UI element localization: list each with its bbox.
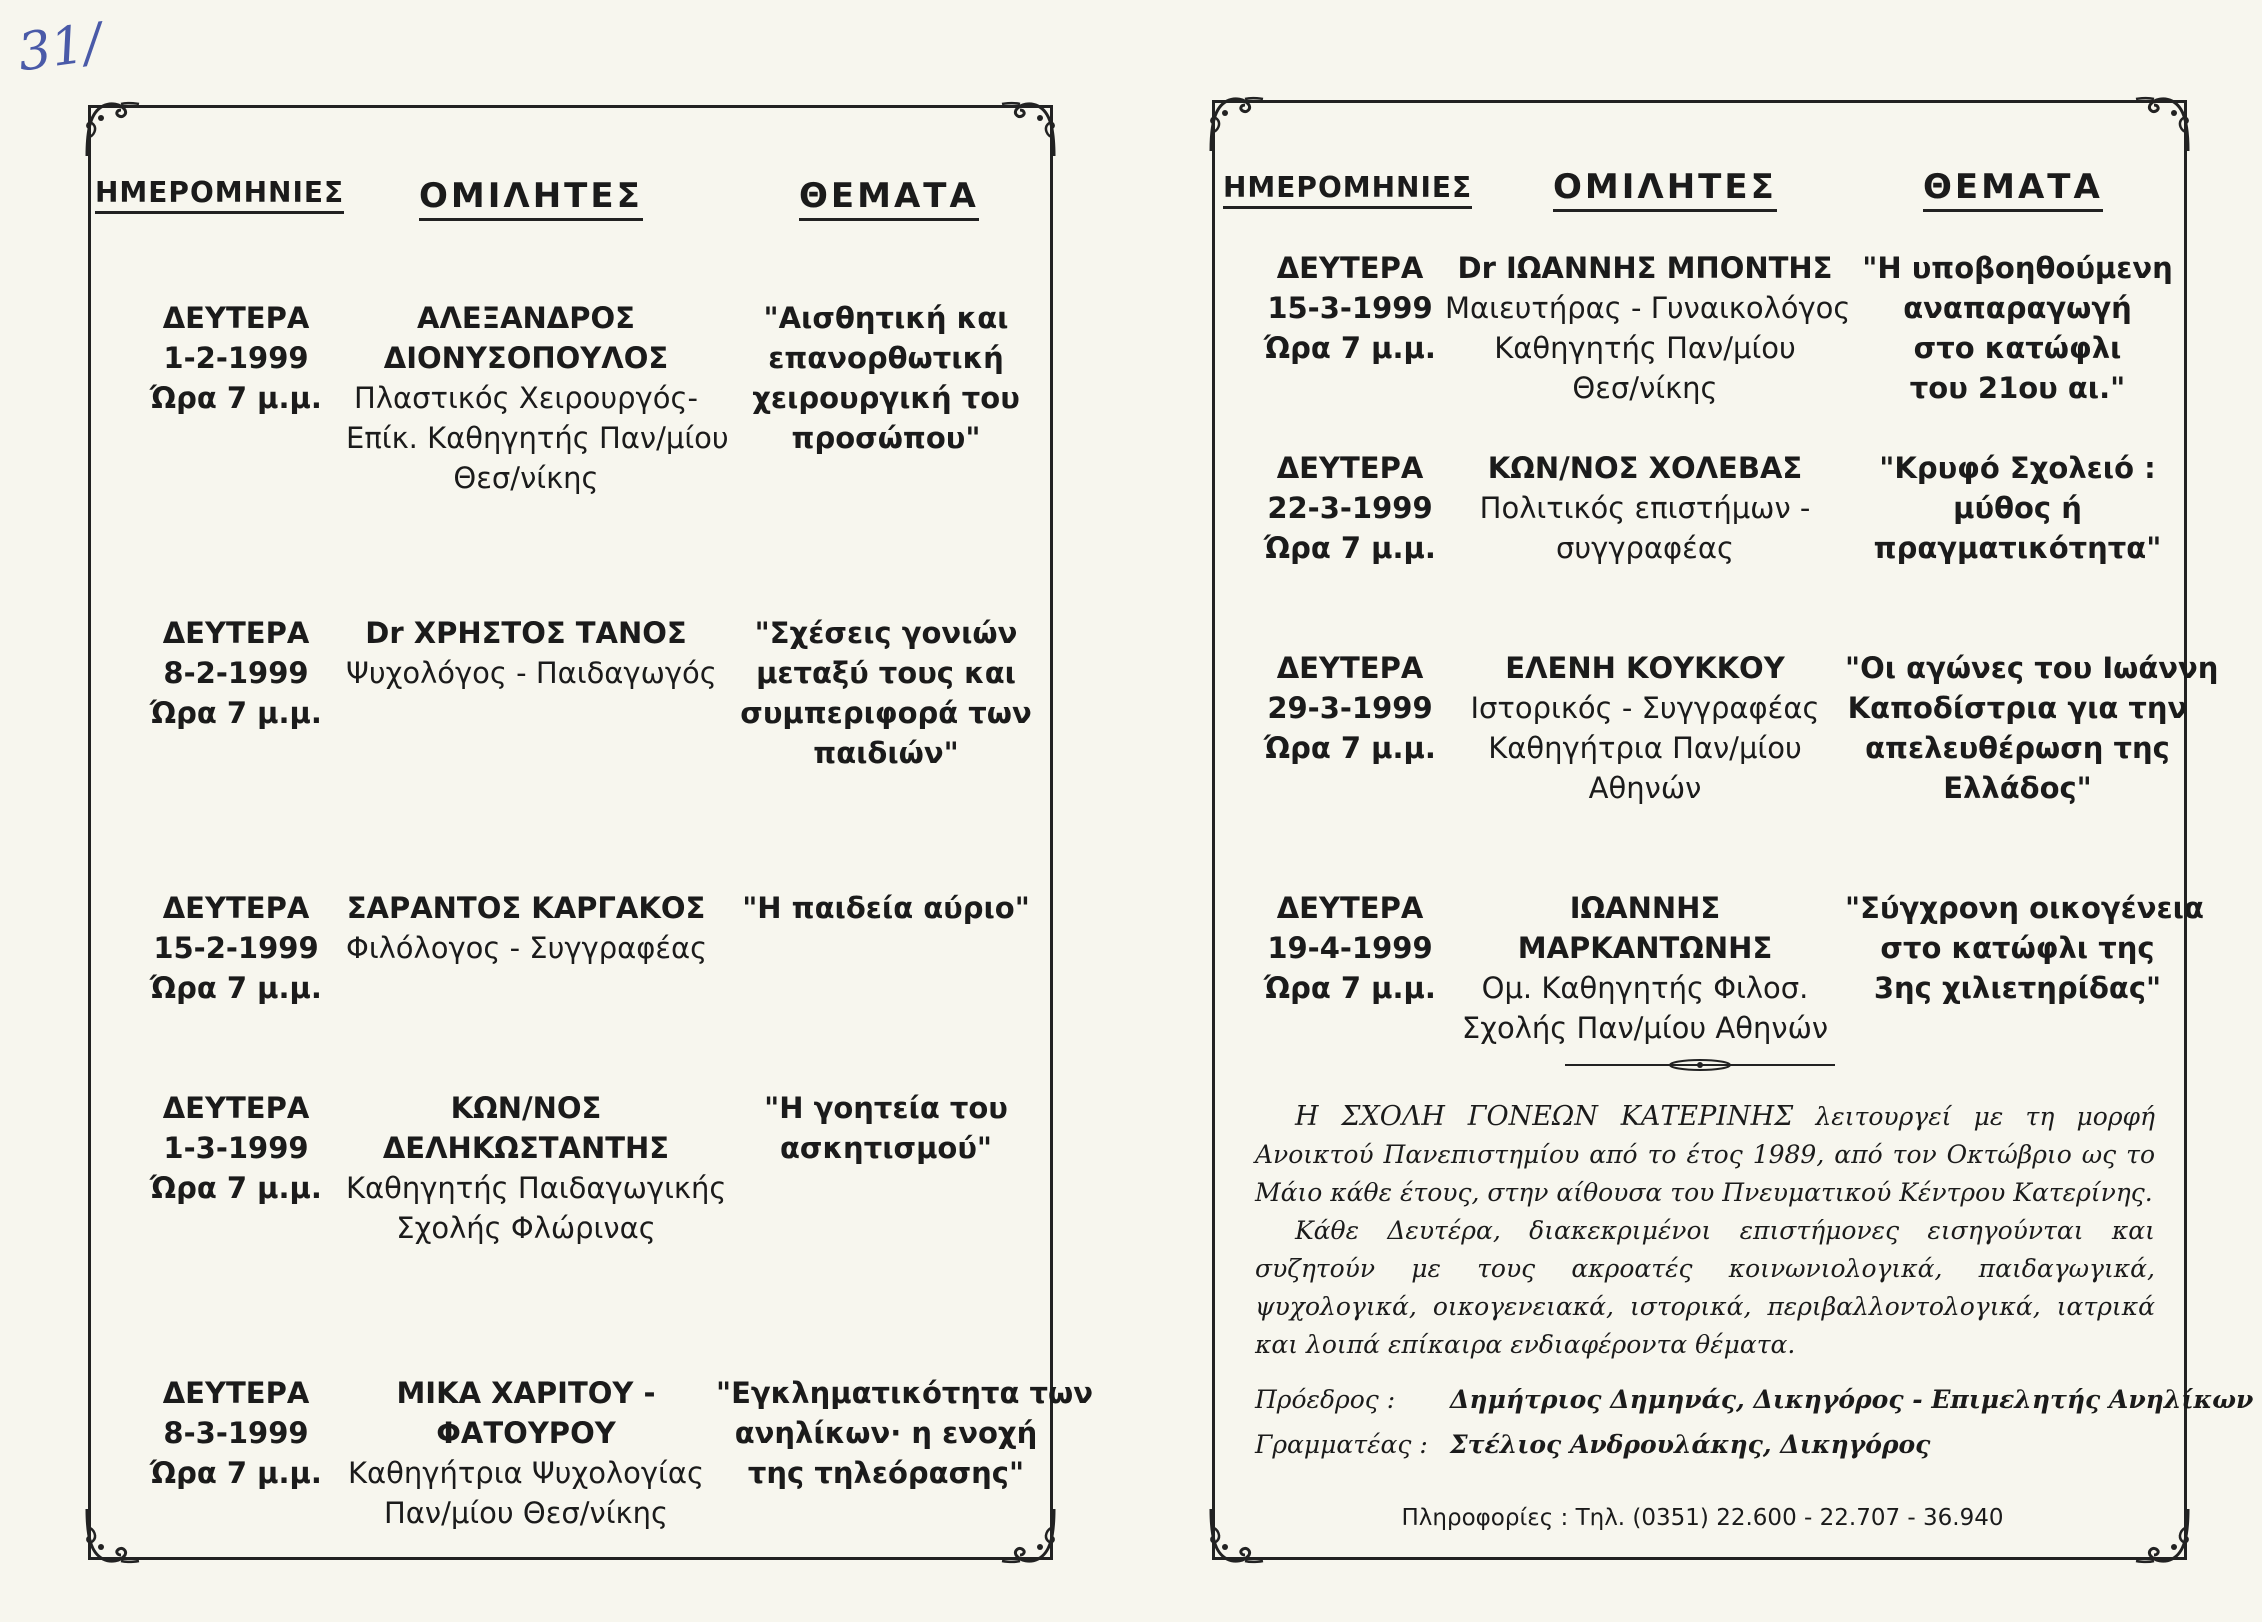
speaker-title-line: Καθηγητής Παιδαγωγικής (346, 1171, 727, 1205)
officer-role: Πρόεδρος : (1255, 1385, 1396, 1414)
topic-line: 3ης χιλιετηρίδας" (1873, 971, 2162, 1005)
speaker-name-line: ΕΛΕΝΗ ΚΟΥΚΚΟΥ (1505, 651, 1785, 685)
speaker-name-line: ΚΩΝ/ΝΟΣ (450, 1091, 602, 1125)
topic-line: Ελλάδος" (1943, 771, 2092, 805)
topic-line: συμπεριφορά των (740, 696, 1032, 730)
session-date-block (1230, 448, 1470, 568)
session-speaker-block (1445, 648, 1845, 808)
session-date-block (111, 613, 361, 733)
session-day: ΔΕΥΤΕΡΑ (162, 1376, 310, 1410)
session-date: 1-3-1999 (163, 1131, 309, 1165)
speaker-title-line: Ψυχολόγος - Παιδαγωγός (346, 656, 717, 690)
session-topic-block (1845, 888, 2204, 1008)
speaker-title-line: Πλαστικός Χειρουργός- (354, 381, 698, 415)
right-page (1212, 100, 2254, 1560)
session-topic-block (1845, 648, 2219, 808)
topic-line: "Σχέσεις γονιών (754, 616, 1018, 650)
session-speaker-block (1445, 248, 1851, 408)
session-date-block (111, 888, 361, 1008)
session-speaker-block (346, 613, 717, 693)
header-speakers: ΟΜΙΛΗΤΕΣ (1553, 167, 1777, 212)
contact-info: Πληροφορίες : Τηλ. (0351) 22.600 - 22.707 - 36.940 (1401, 1505, 2004, 1531)
topic-line: επανορθωτική (768, 341, 1004, 375)
session-date: 19-4-1999 (1267, 931, 1433, 965)
topic-line: "Κρυφό Σχολειό : (1879, 451, 2156, 485)
session-time: Ώρα 7 μ.μ. (1264, 331, 1436, 365)
school-name: Η ΣΧΟΛΗ ΓΟΝΕΩΝ ΚΑΤΕΡΙΝΗΣ (1295, 1101, 1794, 1132)
header-dates: ΗΜΕΡΟΜΗΝΙΕΣ (1223, 171, 1472, 209)
header-dates: ΗΜΕΡΟΜΗΝΙΕΣ (95, 176, 344, 214)
topic-line: αναπαραγωγή (1903, 291, 2132, 325)
left-page (88, 105, 1094, 1560)
topic-line: ασκητισμού" (779, 1131, 993, 1165)
topic-line: μύθος ή (1953, 491, 2082, 525)
session-date: 29-3-1999 (1267, 691, 1433, 725)
corner-ornament-icon (1205, 93, 1269, 157)
topic-line: "Η παιδεία αύριο" (742, 891, 1030, 925)
header-topics: ΘΕΜΑΤΑ (799, 176, 979, 221)
session-speaker-block (346, 1373, 706, 1533)
speaker-title-line: Φιλόλογος - Συγγραφέας (346, 931, 708, 965)
topic-line: χειρουργική του (752, 381, 1020, 415)
session-date-block (1230, 888, 1470, 1008)
session-date-block (111, 1088, 361, 1208)
topic-line: "Η υποβοηθούμενη (1862, 251, 2173, 285)
speaker-title-line: Θεσ/νίκης (453, 461, 599, 495)
speaker-name-line: Dr ΙΩΑΝΝΗΣ ΜΠΟΝΤΗΣ (1457, 251, 1833, 285)
session-day: ΔΕΥΤΕΡΑ (162, 301, 310, 335)
speaker-title-line: Καθηγήτρια Ψυχολογίας (348, 1456, 704, 1490)
session-day: ΔΕΥΤΕΡΑ (1276, 251, 1424, 285)
session-time: Ώρα 7 μ.μ. (150, 696, 322, 730)
topic-line: ανηλίκων· η ενοχή (734, 1416, 1038, 1450)
topic-line: "Σύγχρονη οικογένεια (1845, 891, 2204, 925)
topic-line: στο κατώφλι της (1880, 931, 2155, 965)
speaker-title-line: Επίκ. Καθηγητής Παν/μίου (346, 421, 729, 455)
session-date-block (111, 1373, 361, 1493)
session-date-block (111, 298, 361, 418)
speaker-title-line: Σχολής Παν/μίου Αθηνών (1461, 1011, 1829, 1045)
session-day: ΔΕΥΤΕΡΑ (162, 616, 310, 650)
speaker-title-line: Ομ. Καθηγητής Φιλοσ. (1481, 971, 1809, 1005)
topic-line: στο κατώφλι (1913, 331, 2122, 365)
speaker-title-line: Πολιτικός επιστήμων - (1479, 491, 1811, 525)
speaker-name-line: ΙΩΑΝΝΗΣ (1569, 891, 1721, 925)
session-date: 1-2-1999 (163, 341, 309, 375)
speaker-title-line: Καθηγήτρια Παν/μίου (1488, 731, 1802, 765)
speaker-title-line: Σχολής Φλώρινας (396, 1211, 656, 1245)
speaker-title-line: συγγραφέας (1556, 531, 1734, 565)
session-date: 15-2-1999 (153, 931, 319, 965)
speaker-name-line: ΑΛΕΞΑΝΔΡΟΣ (417, 301, 635, 335)
session-date-block (1230, 248, 1470, 368)
officer-president (1255, 1385, 2254, 1421)
speaker-name-line: ΦΑΤΟΥΡΟΥ (436, 1416, 616, 1450)
speaker-name-line: ΔΙΟΝΥΣΟΠΟΥΛΟΣ (383, 341, 669, 375)
speaker-title-line: Ιστορικός - Συγγραφέας (1470, 691, 1820, 725)
handwritten-page-number: 31/ (14, 12, 106, 84)
session-time: Ώρα 7 μ.μ. (150, 381, 322, 415)
session-date: 15-3-1999 (1267, 291, 1433, 325)
topic-line: "Η γοητεία του (764, 1091, 1008, 1125)
topic-line: "Οι αγώνες του Ιωάννη (1845, 651, 2219, 685)
session-topic-block (716, 1373, 1094, 1493)
session-speaker-block (346, 1088, 727, 1248)
speaker-name-line: ΣΑΡΑΝΤΟΣ ΚΑΡΓΑΚΟΣ (346, 891, 706, 925)
speaker-title-line: Αθηνών (1588, 771, 1702, 805)
topic-line: "Εγκληματικότητα των (716, 1376, 1094, 1410)
officer-name: Στέλιος Ανδρουλάκης, Δικηγόρος (1450, 1430, 1931, 1459)
topic-line: Καποδίστρια για την (1847, 691, 2188, 725)
speaker-name-line: ΚΩΝ/ΝΟΣ ΧΟΛΕΒΑΣ (1487, 451, 1803, 485)
officer-role: Γραμματέας : (1255, 1430, 1428, 1459)
session-time: Ώρα 7 μ.μ. (150, 971, 322, 1005)
session-date: 8-3-1999 (163, 1416, 309, 1450)
topic-line: προσώπου" (791, 421, 981, 455)
session-time: Ώρα 7 μ.μ. (150, 1171, 322, 1205)
corner-ornament-icon (81, 98, 145, 162)
topic-line: παιδιών" (813, 736, 959, 770)
session-day: ΔΕΥΤΕΡΑ (1276, 451, 1424, 485)
session-topic-block (716, 298, 1056, 458)
topic-line: πραγματικότητα" (1873, 531, 2162, 565)
header-speakers: ΟΜΙΛΗΤΕΣ (419, 176, 643, 221)
session-speaker-block (1445, 448, 1845, 568)
session-day: ΔΕΥΤΕΡΑ (162, 891, 310, 925)
session-time: Ώρα 7 μ.μ. (1264, 531, 1436, 565)
header-topics: ΘΕΜΑΤΑ (1923, 167, 2103, 212)
officer-secretary (1255, 1430, 2155, 1466)
session-topic-block (716, 613, 1056, 773)
school-description (1255, 1098, 2155, 1364)
corner-ornament-icon (996, 98, 1060, 162)
session-day: ΔΕΥΤΕΡΑ (1276, 891, 1424, 925)
session-topic-block (716, 888, 1056, 928)
session-time: Ώρα 7 μ.μ. (1264, 971, 1436, 1005)
topic-line: "Αισθητική και (763, 301, 1009, 335)
speaker-name-line: ΜΙΚΑ ΧΑΡΙΤΟΥ - (396, 1376, 656, 1410)
session-date: 22-3-1999 (1267, 491, 1433, 525)
speaker-name-line: ΔΕΛΗΚΩΣΤΑΝΤΗΣ (382, 1131, 670, 1165)
session-date: 8-2-1999 (163, 656, 309, 690)
corner-ornament-icon (2130, 93, 2194, 157)
officer-name: Δημήτριος Δημηνάς, Δικηγόρος - Επιμελητής Ανηλίκων (1450, 1385, 2254, 1414)
topic-line: απελευθέρωση της (1865, 731, 2170, 765)
speaker-title-line: Θεσ/νίκης (1572, 371, 1718, 405)
session-date-block (1230, 648, 1470, 768)
topic-line: μεταξύ τους και (756, 656, 1016, 690)
session-topic-block (716, 1088, 1056, 1168)
session-topic-block (1845, 248, 2190, 408)
session-speaker-block (346, 298, 729, 498)
topic-line: της τηλεόρασης" (747, 1456, 1025, 1490)
corner-ornament-icon (81, 1503, 145, 1567)
topic-line: του 21ου αι." (1909, 371, 2126, 405)
speaker-name-line: Dr ΧΡΗΣΤΟΣ ΤΑΝΟΣ (365, 616, 687, 650)
session-topic-block (1845, 448, 2190, 568)
description-paragraph-1: λειτουργεί με τη μορφή Ανοικτού Πανεπιστημίου από το έτος 1989, από τον Οκτώβριο ως το Μάιο κάθε έτους, στην αίθουσα του Πνευματικού Κέντρου Κατερίνης. (1255, 1102, 2155, 1207)
session-day: ΔΕΥΤΕΡΑ (1276, 651, 1424, 685)
corner-ornament-icon (996, 1503, 1060, 1567)
speaker-title-line: Παν/μίου Θεσ/νίκης (383, 1496, 669, 1530)
ornamental-divider-icon (1565, 1055, 1835, 1075)
description-paragraph-2: Κάθε Δευτέρα, διακεκριμένοι επιστήμονες εισηγούνται και συζητούν με τους ακροατές κοινωνιολογικά, παιδαγωγικά, ψυχολογικά, οικογενειακά, ιστορικά, περιβαλλοντολογικά, ιατρικά και λοιπά επίκαιρα ενδιαφέροντα θέματα. (1255, 1216, 2155, 1359)
speaker-name-line: ΜΑΡΚΑΝΤΩΝΗΣ (1517, 931, 1773, 965)
session-speaker-block (1445, 888, 1845, 1048)
session-day: ΔΕΥΤΕΡΑ (162, 1091, 310, 1125)
speaker-title-line: Μαιευτήρας - Γυναικολόγος (1445, 291, 1851, 325)
session-speaker-block (346, 888, 706, 968)
session-time: Ώρα 7 μ.μ. (1264, 731, 1436, 765)
session-time: Ώρα 7 μ.μ. (150, 1456, 322, 1490)
speaker-title-line: Καθηγητής Παν/μίου (1494, 331, 1796, 365)
